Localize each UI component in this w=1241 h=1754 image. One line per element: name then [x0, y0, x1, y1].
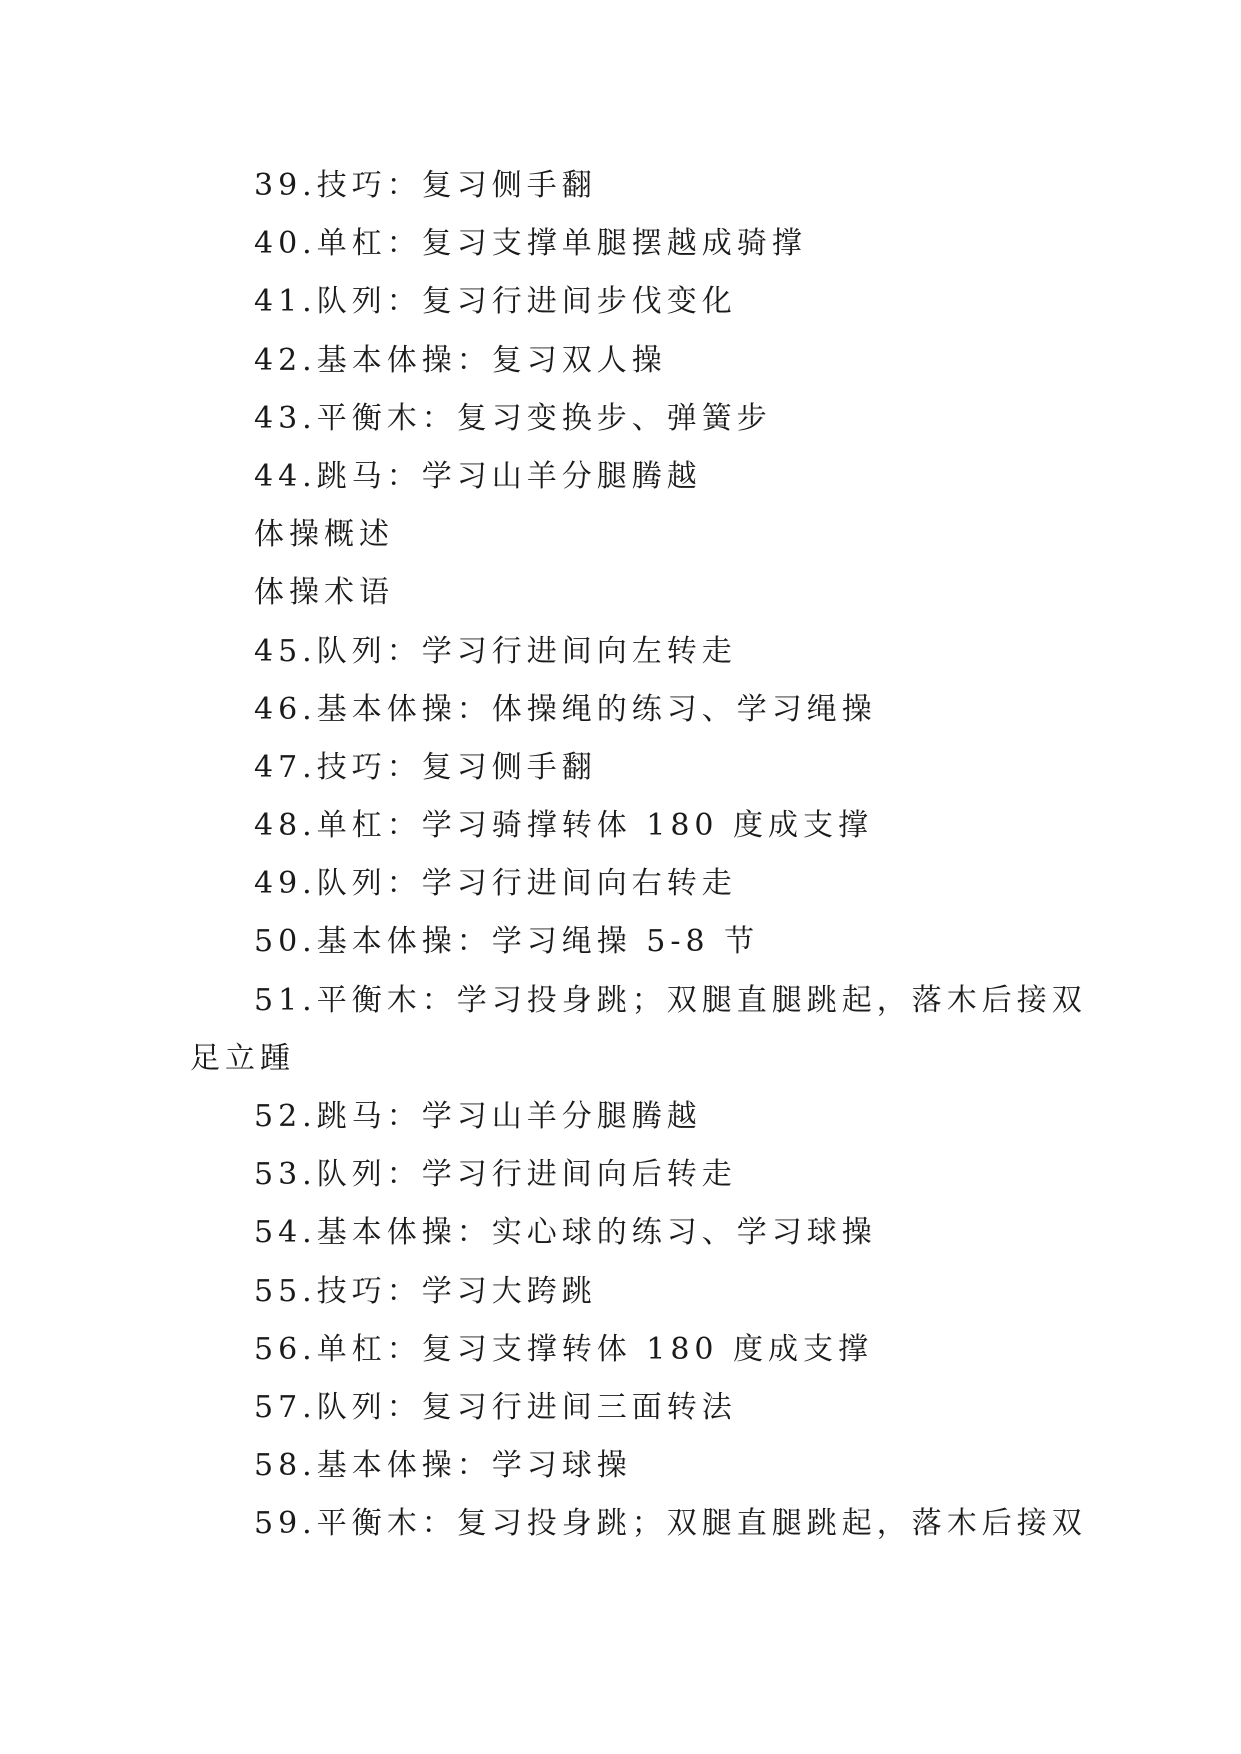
text-line: 41.队列：复习行进间步伐变化 [254, 284, 737, 320]
section-heading: 体操术语 [254, 575, 394, 611]
text-line: 59.平衡木：复习投身跳；双腿直腿跳起，落木后接双 [254, 1506, 1087, 1542]
text-line: 57.队列：复习行进间三面转法 [254, 1389, 737, 1425]
text-line: 47.技巧：复习侧手翻 [254, 749, 597, 785]
text-line: 46.基本体操：体操绳的练习、学习绳操 [254, 691, 877, 727]
text-line: 42.基本体操：复习双人操 [254, 342, 667, 378]
section-heading: 体操概述 [254, 517, 394, 553]
text-line: 54.基本体操：实心球的练习、学习球操 [254, 1215, 877, 1251]
text-body [190, 157, 1087, 1554]
text-line: 43.平衡木：复习变换步、弹簧步 [254, 400, 772, 436]
text-line: 56.单杠：复习支撑转体 180 度成支撑 [254, 1331, 874, 1367]
text-line: 52.跳马：学习山羊分腿腾越 [254, 1099, 702, 1134]
text-line: 44.跳马：学习山羊分腿腾越 [254, 458, 702, 494]
text-line: 49.队列：学习行进间向右转走 [254, 866, 737, 902]
text-line: 58.基本体操：学习球操 [254, 1448, 632, 1484]
text-line: 50.基本体操：学习绳操 5-8 节 [254, 924, 760, 960]
text-line: 48.单杠：学习骑撑转体 180 度成支撑 [254, 808, 874, 844]
text-line-continuation: 足立踵 [190, 1040, 295, 1076]
text-line: 45.队列：学习行进间向左转走 [254, 633, 737, 669]
text-line: 55.技巧：学习大跨跳 [254, 1273, 597, 1309]
text-line: 39.技巧：复习侧手翻 [254, 168, 597, 203]
text-line: 51.平衡木：学习投身跳；双腿直腿跳起，落木后接双 [254, 982, 1087, 1018]
text-line: 40.单杠：复习支撑单腿摆越成骑撑 [254, 226, 807, 262]
text-line: 53.队列：学习行进间向后转走 [254, 1157, 737, 1193]
